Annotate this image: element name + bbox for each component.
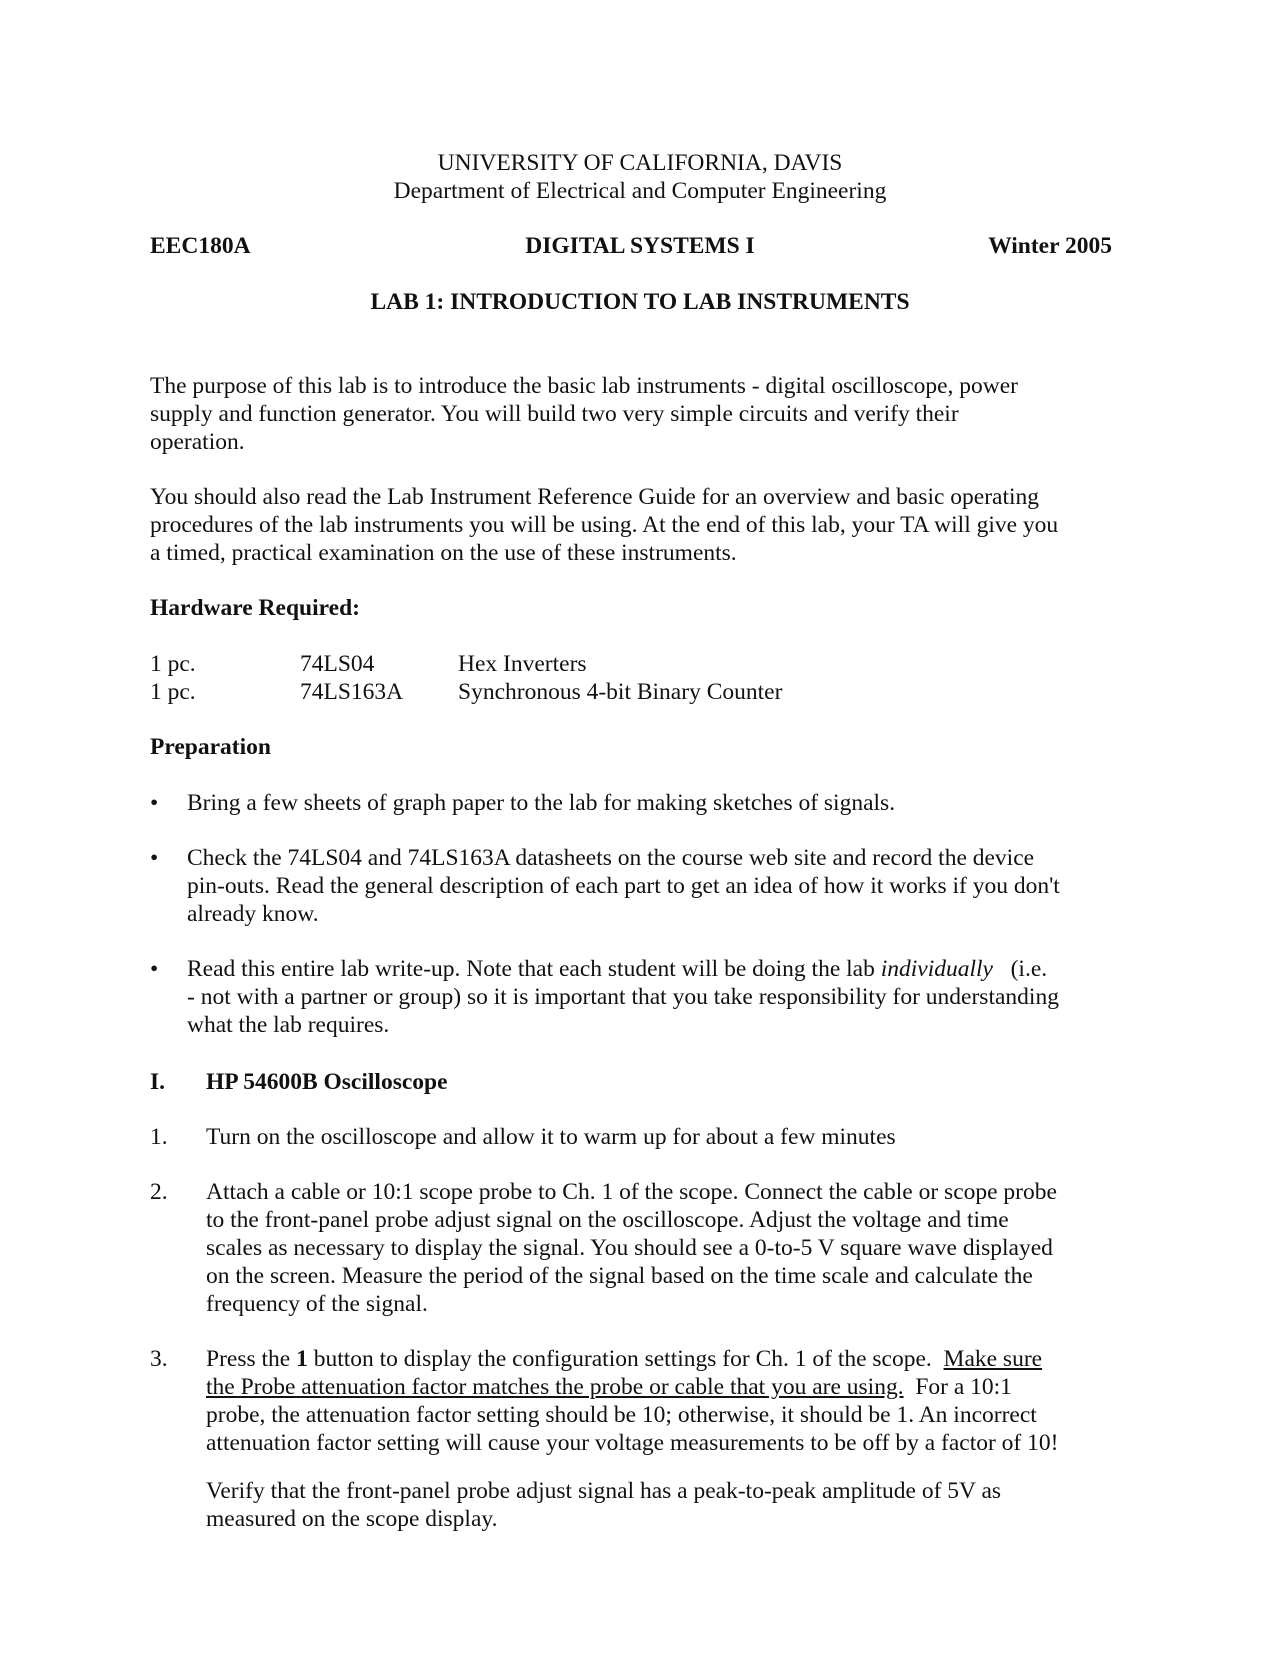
text-line	[206, 1345, 1136, 1373]
text-run: button to display the configuration settings for Ch. 1 of the scope.	[307, 1346, 944, 1372]
course-code: EEC180A	[150, 233, 251, 259]
text-line: The purpose of this lab is to introduce the basic lab instruments - digital oscilloscope, power	[150, 373, 1019, 399]
preparation-item-1	[187, 789, 1137, 817]
text-line	[187, 955, 1137, 983]
text-run: For a 10:1	[903, 1374, 1012, 1400]
step-3-text	[206, 1345, 1136, 1457]
preparation-item-3	[187, 955, 1137, 1039]
text-line: operation.	[150, 429, 245, 455]
text-line: procedures of the lab instruments you will be using. At the end of this lab, your TA will give you	[150, 512, 1059, 538]
text-run: (i.e.	[992, 956, 1048, 982]
text-line: supply and function generator. You will build two very simple circuits and verify their	[150, 401, 959, 427]
text-run: Press the	[206, 1346, 297, 1372]
text-line: already know.	[187, 901, 319, 927]
button-label-text: 1	[296, 1346, 308, 1372]
text-line: probe, the attenuation factor setting should be 10; otherwise, it should be 1. An incorrect	[206, 1402, 1037, 1428]
hardware-qty: 1 pc.	[150, 651, 196, 677]
text-line: frequency of the signal.	[206, 1291, 428, 1317]
step-2-text	[206, 1178, 1136, 1318]
text-line: Check the 74LS04 and 74LS163A datasheets on the course web site and record the device	[187, 845, 1035, 871]
text-line: pin-outs. Read the general description of each part to get an idea of how it works if you don't	[187, 873, 1060, 899]
step-3-verify-text	[206, 1477, 1136, 1533]
text-line: You should also read the Lab Instrument Reference Guide for an overview and basic operating	[150, 484, 1040, 510]
preparation-heading: Preparation	[150, 734, 271, 760]
bullet: •	[150, 956, 159, 982]
hardware-part: 74LS04	[300, 651, 375, 677]
bullet: •	[150, 845, 159, 871]
course-name: DIGITAL SYSTEMS I	[525, 233, 755, 259]
intro-paragraph-2	[150, 483, 1130, 567]
step-number: 3.	[150, 1346, 168, 1372]
section-title: HP 54600B Oscilloscope	[206, 1069, 448, 1095]
text-line: Attach a cable or 10:1 scope probe to Ch. 1 of the scope. Connect the cable or scope probe	[206, 1179, 1057, 1205]
text-line: what the lab requires.	[187, 1012, 390, 1038]
hardware-qty: 1 pc.	[150, 679, 196, 705]
text-line: - not with a partner or group) so it is important that you take responsibility for understanding	[187, 984, 1059, 1010]
hardware-desc: Synchronous 4-bit Binary Counter	[458, 679, 783, 705]
step-1-text	[206, 1123, 1136, 1151]
text-line: on the screen. Measure the period of the signal based on the time scale and calculate the	[206, 1263, 1033, 1289]
text-line: Turn on the oscilloscope and allow it to warm up for about a few minutes	[206, 1124, 896, 1150]
underlined-text: the Probe attenuation factor matches the probe or cable that you are using.	[206, 1374, 904, 1400]
text-run: Read this entire lab write-up. Note that each student will be doing the lab	[187, 956, 881, 982]
bullet: •	[150, 790, 159, 816]
university-name: UNIVERSITY OF CALIFORNIA, DAVIS	[437, 150, 843, 176]
preparation-item-2	[187, 844, 1137, 928]
emphasis-text: individually	[880, 956, 993, 982]
hardware-part: 74LS163A	[300, 679, 404, 705]
text-line: attenuation factor setting will cause your voltage measurements to be off by a factor of 10!	[206, 1430, 1059, 1456]
department-name: Department of Electrical and Computer Engineering	[393, 178, 887, 204]
step-number: 2.	[150, 1179, 168, 1205]
hardware-desc: Hex Inverters	[458, 651, 587, 677]
intro-paragraph-1	[150, 372, 1130, 456]
text-line: measured on the scope display.	[206, 1506, 498, 1532]
text-line: scales as necessary to display the signal. You should see a 0-to-5 V square wave displayed	[206, 1235, 1053, 1261]
text-line: to the front-panel probe adjust signal on the oscilloscope. Adjust the voltage and time	[206, 1207, 1009, 1233]
step-number: 1.	[150, 1124, 168, 1150]
hardware-heading: Hardware Required:	[150, 595, 360, 621]
text-line: Bring a few sheets of graph paper to the lab for making sketches of signals.	[187, 790, 896, 816]
text-line	[206, 1373, 1136, 1401]
section-numeral: I.	[150, 1069, 166, 1095]
text-line: a timed, practical examination on the use of these instruments.	[150, 540, 737, 566]
lab-title: LAB 1: INTRODUCTION TO LAB INSTRUMENTS	[370, 289, 910, 315]
term: Winter 2005	[988, 233, 1112, 259]
underlined-text: Make sure	[943, 1346, 1043, 1372]
text-line: Verify that the front-panel probe adjust signal has a peak-to-peak amplitude of 5V as	[206, 1478, 1002, 1504]
